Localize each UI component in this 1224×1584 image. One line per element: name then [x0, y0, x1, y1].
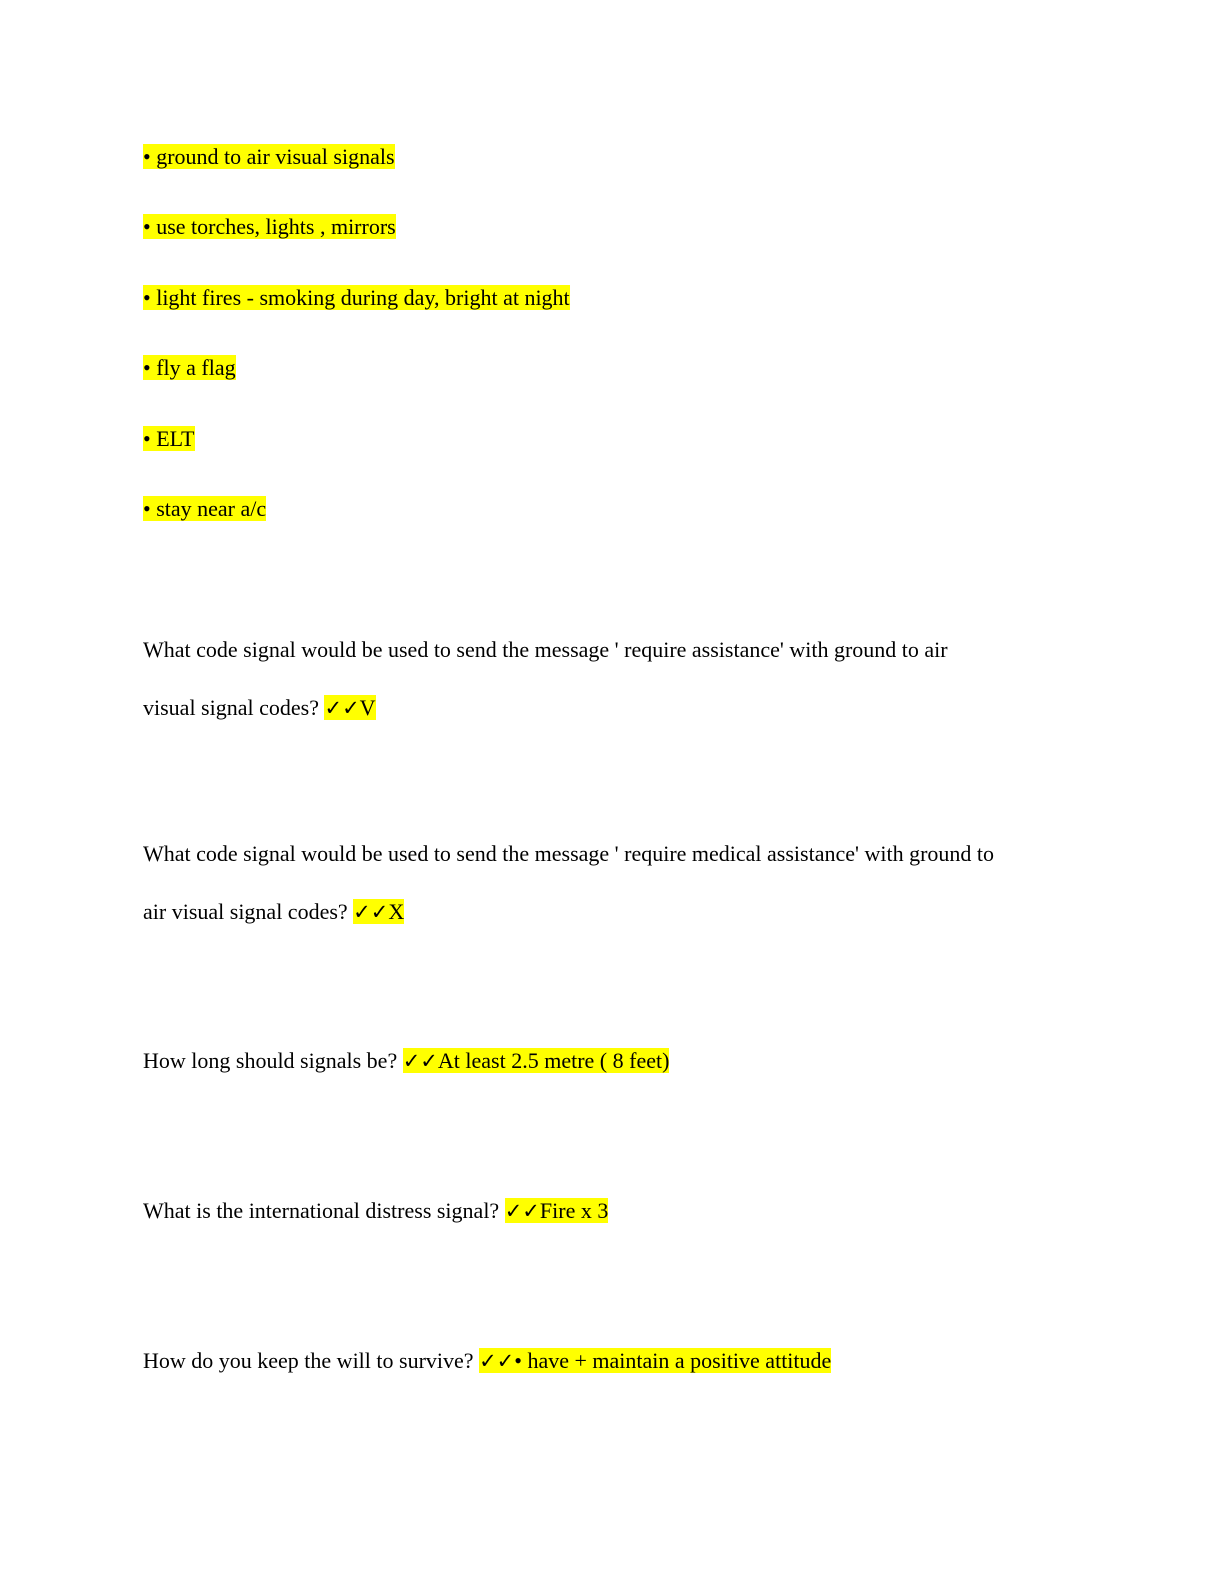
- checkmark-icon: ✓✓: [479, 1349, 515, 1373]
- bullet-item: [143, 212, 396, 242]
- question-text: visual signal codes?: [143, 695, 325, 720]
- answer-highlight: [324, 695, 375, 720]
- question-text: How long should signals be?: [143, 1048, 403, 1073]
- question-answer-line: [143, 1046, 669, 1076]
- answer-text: At least 2.5 metre ( 8 feet): [437, 1048, 670, 1073]
- checkmark-icon: ✓✓: [504, 1199, 540, 1223]
- answer-highlight: [505, 1198, 609, 1223]
- question-answer-line: [143, 1346, 831, 1376]
- bullet-item: [143, 353, 236, 383]
- highlighted-text: • fly a flag: [143, 355, 236, 380]
- checkmark-icon: ✓✓: [402, 1049, 438, 1073]
- question-answer-line: [143, 693, 376, 723]
- bullet-item: [143, 283, 570, 313]
- answer-text: • have + maintain a positive attitude: [514, 1348, 832, 1373]
- checkmark-icon: ✓✓: [353, 900, 389, 924]
- answer-highlight: [403, 1048, 670, 1073]
- checkmark-icon: ✓✓: [324, 696, 360, 720]
- highlighted-text: • stay near a/c: [143, 496, 267, 521]
- question-answer-line: [143, 897, 404, 927]
- question-text: What code signal would be used to send the message ' require medical assistance' with ground to: [143, 841, 995, 866]
- answer-text: X: [388, 899, 405, 924]
- answer-highlight: [479, 1348, 831, 1373]
- bullet-item: [143, 494, 266, 524]
- question-text: air visual signal codes?: [143, 899, 354, 924]
- highlighted-text: • use torches, lights , mirrors: [143, 214, 396, 239]
- question-text: What is the international distress signal?: [143, 1198, 505, 1223]
- question-text: What code signal would be used to send the message ' require assistance' with ground to air: [143, 637, 948, 662]
- question-answer-line: [143, 1196, 608, 1226]
- answer-text: V: [359, 695, 376, 720]
- bullet-item: [143, 142, 395, 172]
- bullet-item: [143, 424, 195, 454]
- highlighted-text: • light fires - smoking during day, bright at night: [143, 285, 570, 310]
- answer-highlight: [353, 899, 404, 924]
- highlighted-text: • ELT: [143, 426, 195, 451]
- answer-text: Fire x 3: [539, 1198, 609, 1223]
- question-text: How do you keep the will to survive?: [143, 1348, 480, 1373]
- highlighted-text: • ground to air visual signals: [143, 144, 395, 169]
